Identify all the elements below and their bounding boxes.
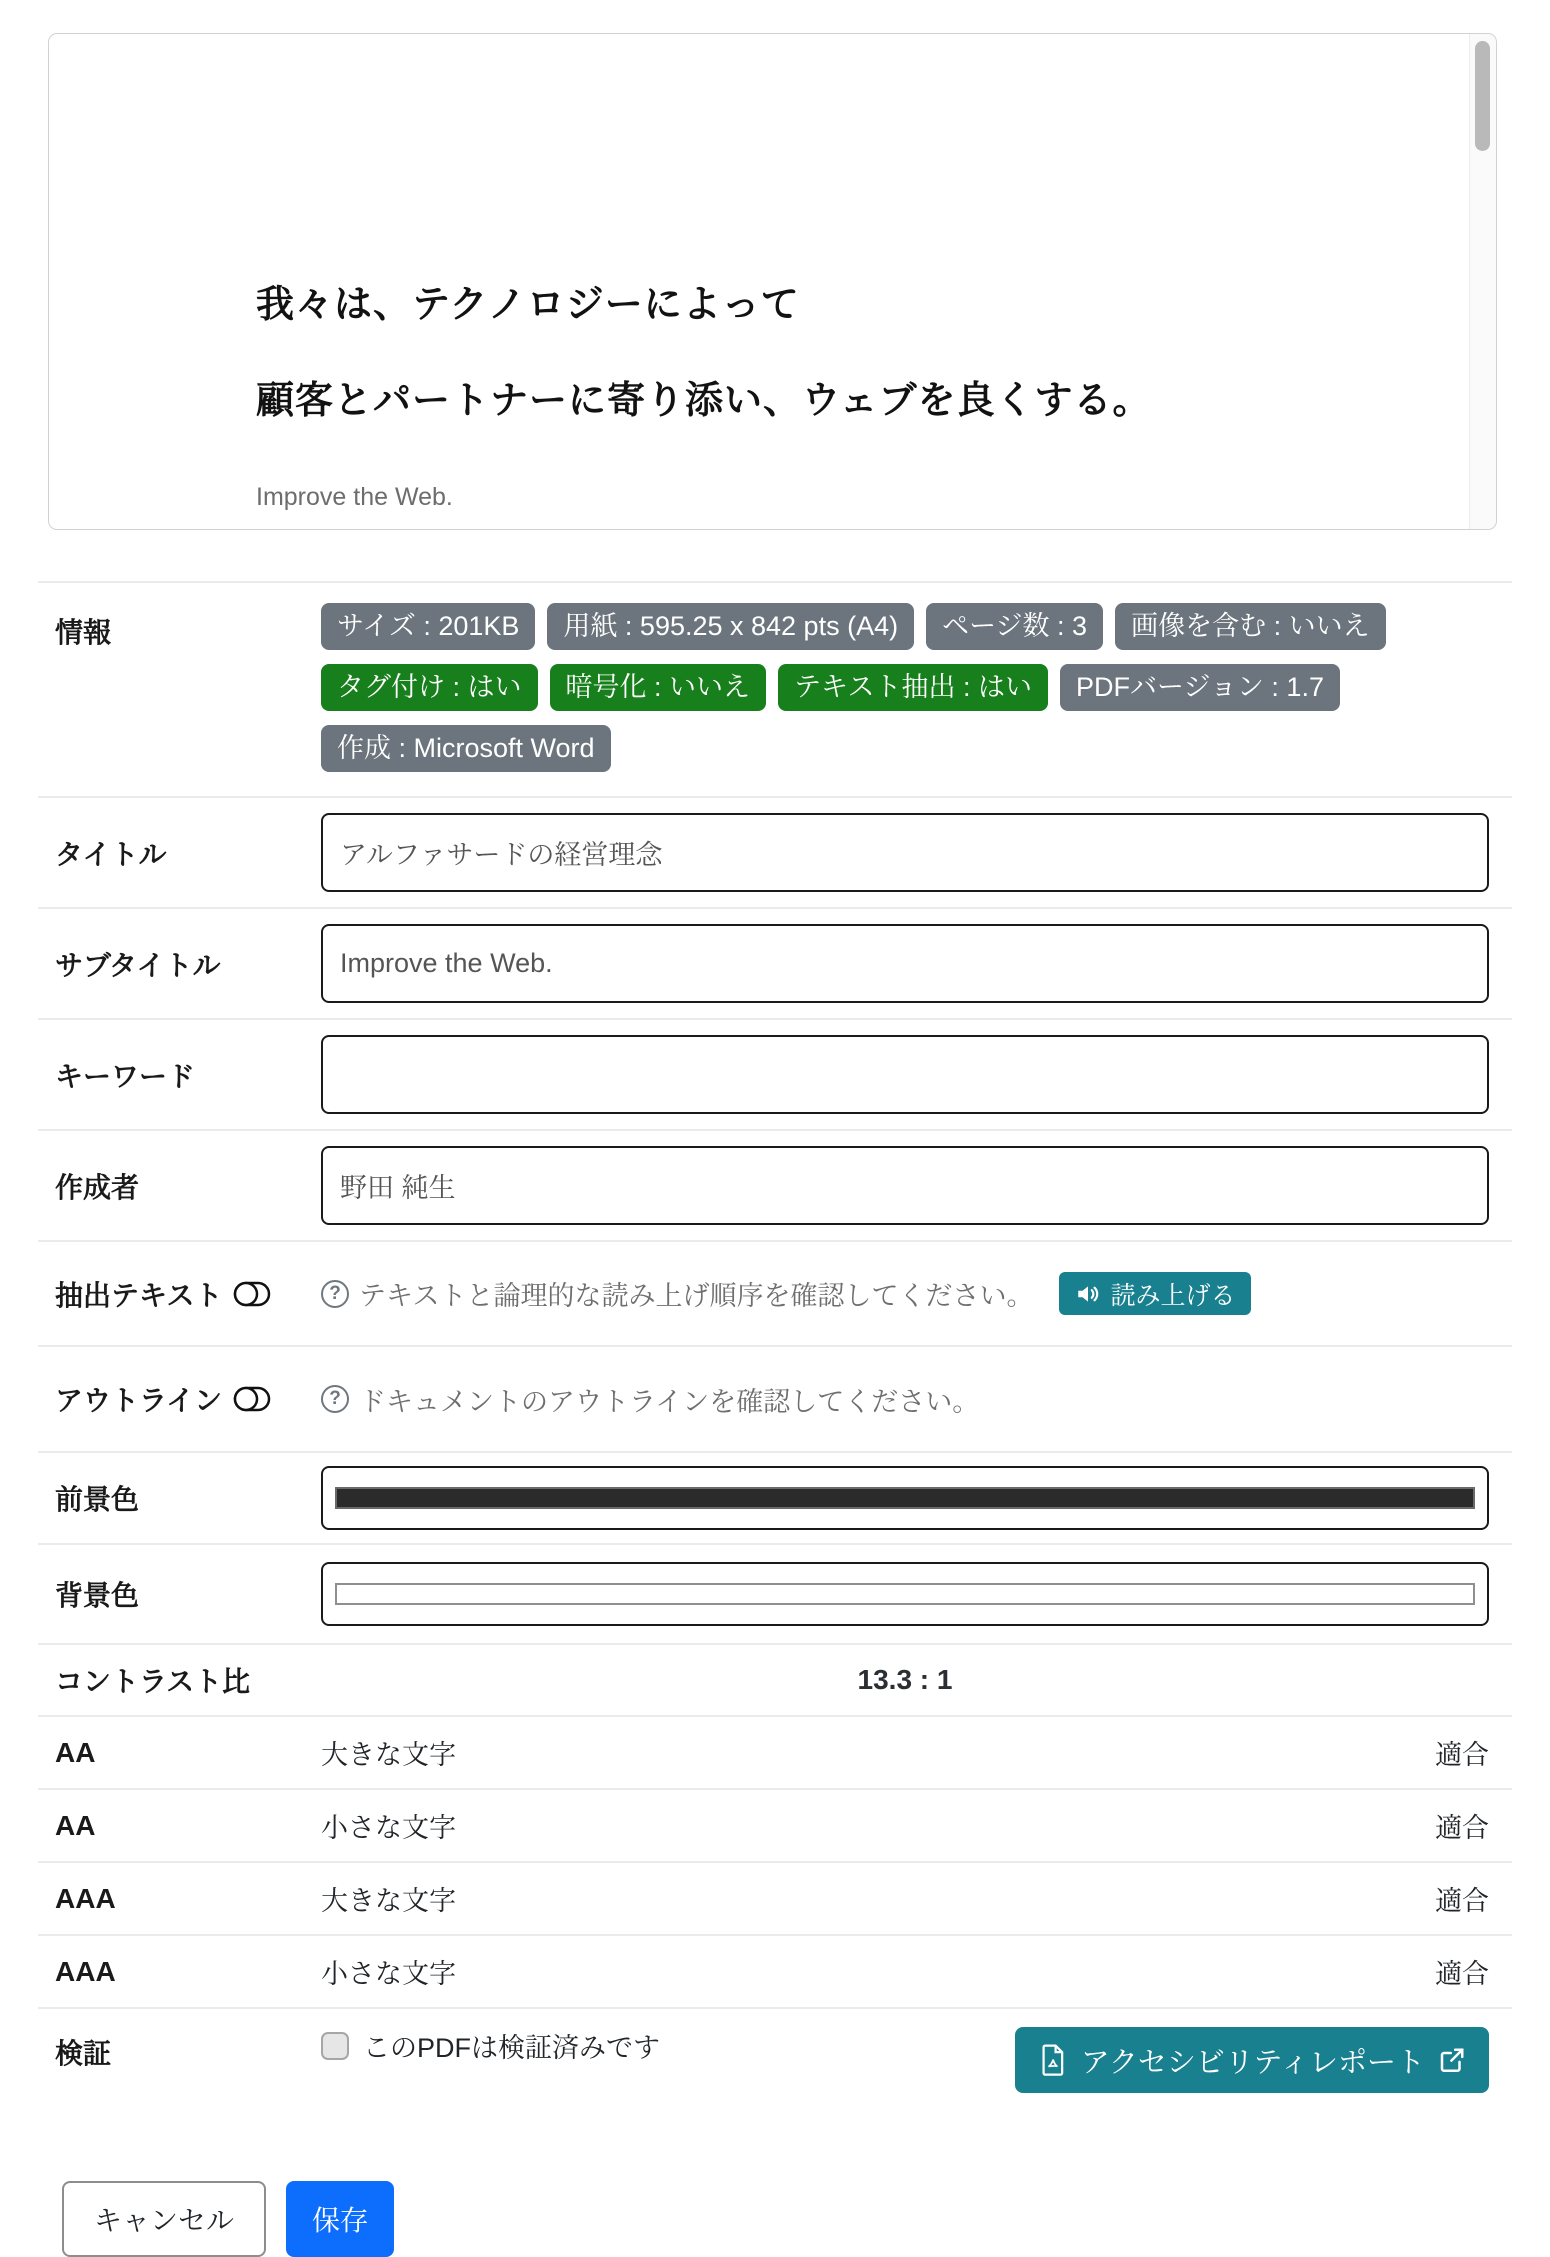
verification-label: 検証: [55, 2038, 112, 2069]
badge-encrypted: 暗号化 : いいえ: [550, 664, 767, 711]
badge-creator: 作成 : Microsoft Word: [321, 725, 611, 772]
pdf-preview-pane[interactable]: [48, 33, 1497, 530]
title-label: タイトル: [55, 838, 167, 870]
save-button[interactable]: 保存: [286, 2181, 394, 2257]
verified-checkbox[interactable]: [321, 2032, 349, 2060]
preview-subtitle: Improve the Web.: [256, 483, 453, 511]
subtitle-row: [38, 907, 1512, 1018]
read-aloud-button[interactable]: [1059, 1272, 1251, 1315]
accessibility-report-button-label: アクセシビリティレポート: [1080, 2046, 1425, 2079]
subtitle-label: サブタイトル: [55, 949, 221, 981]
wcag-result: 適合: [1435, 1886, 1489, 1916]
question-circle-icon: ?: [321, 1280, 349, 1308]
contrast-ratio-row: [38, 1643, 1512, 1715]
author-row: [38, 1129, 1512, 1240]
title-row: [38, 796, 1512, 907]
wcag-size: 小さな文字: [321, 1959, 456, 1989]
footer-actions: [62, 2181, 1550, 2257]
wcag-level: AAA: [55, 1955, 116, 1987]
volume-icon: [1075, 1281, 1101, 1307]
wcag-size: 大きな文字: [321, 1886, 456, 1916]
badge-text-extract: テキスト抽出 : はい: [778, 664, 1048, 711]
wcag-level: AA: [55, 1809, 96, 1841]
preview-scrollbar-track[interactable]: [1469, 34, 1496, 529]
external-link-icon: [1437, 2045, 1467, 2075]
background-color-label: 背景色: [55, 1580, 140, 1611]
wcag-size: 小さな文字: [321, 1813, 456, 1843]
background-color-swatch: [335, 1583, 1475, 1605]
outline-help-text: ドキュメントのアウトラインを確認してください。: [359, 1386, 980, 1417]
accessibility-report-button[interactable]: [1015, 2027, 1489, 2093]
wcag-row-aa-small: [38, 1788, 1512, 1861]
title-input[interactable]: [321, 813, 1489, 892]
outline-label: アウトライン: [55, 1385, 223, 1416]
badge-paper: 用紙 : 595.25 x 842 pts (A4): [547, 603, 914, 650]
foreground-color-label: 前景色: [55, 1484, 140, 1515]
foreground-color-row: [38, 1451, 1512, 1543]
extracted-text-row: [38, 1240, 1512, 1345]
preview-heading-line2: 顧客とパートナーに寄り添い、ウェブを良くする。: [256, 380, 1152, 422]
wcag-level: AA: [55, 1736, 96, 1768]
background-color-input[interactable]: [321, 1562, 1489, 1626]
keywords-input[interactable]: [321, 1035, 1489, 1114]
subtitle-input[interactable]: [321, 924, 1489, 1003]
info-label: 情報: [55, 617, 112, 648]
foreground-color-swatch: [335, 1487, 1475, 1509]
author-label: 作成者: [55, 1171, 140, 1203]
wcag-row-aaa-large: [38, 1861, 1512, 1934]
wcag-result: 適合: [1435, 1740, 1489, 1770]
cancel-button[interactable]: キャンセル: [62, 2181, 266, 2257]
badge-pages: ページ数 : 3: [926, 603, 1103, 650]
contrast-ratio-value: 13.3 : 1: [857, 1664, 953, 1695]
read-aloud-button-label: 読み上げる: [1110, 1281, 1236, 1310]
extracted-text-help-text: テキストと論理的な読み上げ順序を確認してください。: [359, 1281, 1034, 1311]
wcag-row-aa-large: [38, 1715, 1512, 1788]
question-circle-icon: ?: [321, 1385, 349, 1413]
wcag-result: 適合: [1435, 1959, 1489, 1989]
foreground-color-input[interactable]: [321, 1466, 1489, 1530]
verified-checkbox-label[interactable]: このPDFは検証済みです: [363, 2033, 660, 2063]
keywords-row: [38, 1018, 1512, 1129]
outline-row: [38, 1345, 1512, 1451]
outline-help: [321, 1380, 979, 1419]
extracted-text-label: 抽出テキスト: [55, 1279, 223, 1311]
pdf-properties-panel: [38, 581, 1512, 2133]
toggle-off-icon[interactable]: [232, 1279, 272, 1309]
preview-heading-line1: 我々は、テクノロジーによって: [256, 284, 800, 326]
wcag-row-aaa-small: [38, 1934, 1512, 2007]
toggle-off-icon[interactable]: [232, 1384, 272, 1414]
preview-scrollbar-thumb[interactable]: [1475, 41, 1490, 151]
badge-pdf-version: PDFバージョン : 1.7: [1060, 664, 1340, 711]
keywords-label: キーワード: [55, 1060, 196, 1092]
info-badges: [321, 603, 1489, 772]
pdf-file-icon: [1037, 2043, 1069, 2077]
contrast-ratio-label: コントラスト比: [55, 1666, 251, 1697]
verification-row: [38, 2007, 1512, 2133]
badge-size: サイズ : 201KB: [321, 603, 535, 650]
badge-images: 画像を含む : いいえ: [1115, 603, 1386, 650]
wcag-result: 適合: [1435, 1813, 1489, 1843]
extracted-text-help: [321, 1274, 1033, 1313]
badge-tagged: タグ付け : はい: [321, 664, 538, 711]
info-row: [38, 581, 1512, 796]
wcag-size: 大きな文字: [321, 1740, 456, 1770]
background-color-row: [38, 1543, 1512, 1643]
pdf-preview-page: [49, 34, 1496, 512]
author-input[interactable]: [321, 1146, 1489, 1225]
wcag-level: AAA: [55, 1882, 116, 1914]
